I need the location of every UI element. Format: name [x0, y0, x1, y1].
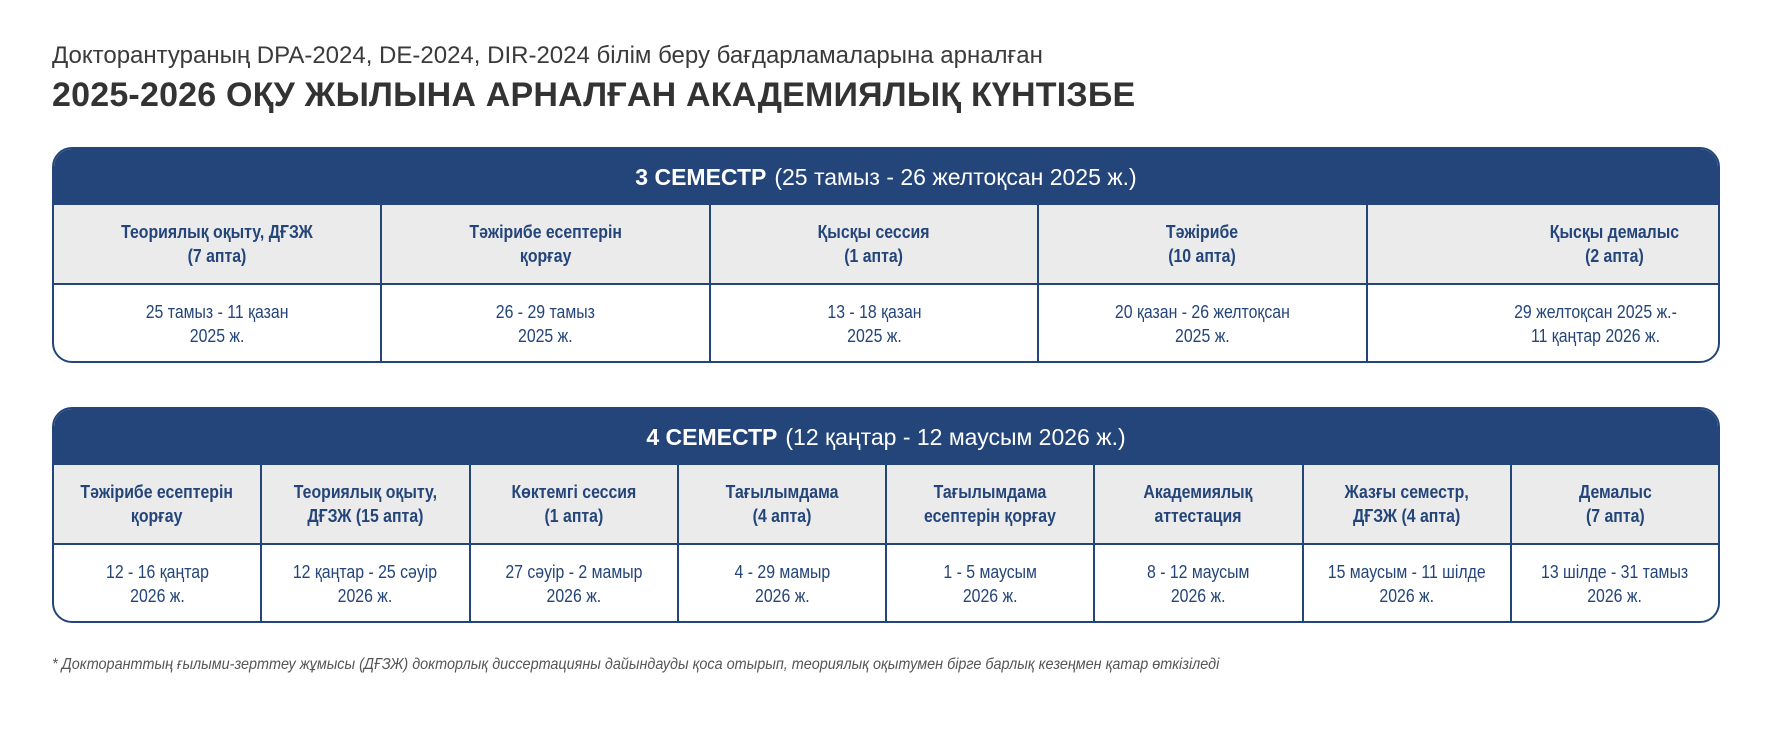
footnote: * Докторанттың ғылыми-зерттеу жұмысы (ДҒЗЖ) докторлық диссертацияны дайындауды қоса отырып, теориялық оқытумен бірге барлық кезеңмен қатар өткізіледі	[52, 656, 1220, 673]
s3-col-title: Тәжірибе (10 апта)	[1166, 222, 1239, 266]
semester-4-period: (12 қаңтар - 12 маусым 2026 ж.)	[785, 423, 1126, 450]
s4-date-text: 12 - 16 қаңтар 2026 ж.	[105, 562, 209, 606]
s3-date-text: 20 қазан - 26 желтоқсан 2025 ж.	[1114, 302, 1290, 346]
s3-col-title: Қысқы сессия (1 апта)	[818, 222, 930, 266]
s4-date-cell	[1304, 545, 1512, 623]
semester-3-table	[52, 147, 1720, 363]
s3-col-header	[382, 205, 710, 283]
s4-col-header	[887, 465, 1095, 543]
s3-col-title: Тәжірибе есептерін қорғау	[469, 222, 622, 266]
s3-date-text: 13 - 18 қазан 2025 ж.	[826, 302, 922, 346]
s4-col-header	[1304, 465, 1512, 543]
s4-date-cell	[679, 545, 887, 623]
s3-col-header	[54, 205, 382, 283]
s3-date-text: 26 - 29 тамыз 2025 ж.	[496, 302, 596, 346]
page-subtitle: Докторантураның DPA-2024, DE-2024, DIR-2024 білім беру бағдарламаларына арналған	[52, 42, 1043, 69]
semester-4-table	[52, 407, 1720, 623]
semester-3-dates-row	[54, 285, 1718, 363]
s4-date-text: 1 - 5 маусым 2026 ж.	[943, 562, 1037, 606]
s3-date-cell	[54, 285, 382, 363]
s3-date-cell	[1368, 285, 1718, 363]
s4-date-cell	[262, 545, 470, 623]
semester-3-period: (25 тамыз - 26 желтоқсан 2025 ж.)	[774, 163, 1137, 190]
s4-col-title: Академиялық аттестация	[1143, 482, 1253, 526]
s4-col-header	[679, 465, 887, 543]
s3-date-cell	[382, 285, 710, 363]
semester-4-header	[54, 409, 1718, 465]
s4-col-header	[262, 465, 470, 543]
s4-date-text: 15 маусым - 11 шілде 2026 ж.	[1327, 562, 1486, 606]
semester-4-dates-row	[54, 545, 1718, 623]
s4-col-title: Тәжірибе есептерін қорғау	[80, 482, 234, 526]
s4-date-cell	[471, 545, 679, 623]
s4-col-title: Демалыс (7 апта)	[1578, 482, 1652, 526]
s4-col-title: Тағылымдама (4 апта)	[725, 482, 839, 526]
s3-date-text: 25 тамыз - 11 қазан 2025 ж.	[145, 302, 289, 346]
s4-col-title: Теориялық оқыту, ДҒЗЖ (15 апта)	[293, 482, 437, 526]
s3-date-cell	[711, 285, 1039, 363]
s4-date-cell	[887, 545, 1095, 623]
semester-3-label: 3 СЕМЕСТР	[635, 163, 767, 190]
s4-date-cell	[54, 545, 262, 623]
page-title: 2025-2026 ОҚУ ЖЫЛЫНА АРНАЛҒАН АКАДЕМИЯЛЫҚ КҮНТІЗБЕ	[52, 76, 1136, 114]
semester-4-header-row	[54, 465, 1718, 545]
s3-col-header	[711, 205, 1039, 283]
s4-date-text: 27 сәуір - 2 мамыр 2026 ж.	[505, 562, 643, 606]
s4-col-header	[1512, 465, 1718, 543]
semester-3-header-row	[54, 205, 1718, 285]
s3-col-header	[1368, 205, 1718, 283]
s4-col-title: Көктемгі сессия (1 апта)	[511, 482, 637, 526]
s4-col-title: Тағылымдама есептерін қорғау	[924, 482, 1057, 526]
s4-col-header	[1095, 465, 1303, 543]
s3-col-title: Қысқы демалыс (2 апта)	[1549, 222, 1680, 266]
s4-date-text: 8 - 12 маусым 2026 ж.	[1147, 562, 1250, 606]
s3-date-text: 29 желтоқсан 2025 ж.- 11 қаңтар 2026 ж.	[1514, 302, 1677, 346]
s4-col-title: Жазғы семестр, ДҒЗЖ (4 апта)	[1344, 482, 1469, 526]
semester-3-header	[54, 149, 1718, 205]
s3-col-title: Теориялық оқыту, ДҒЗЖ (7 апта)	[121, 222, 314, 266]
s3-date-cell	[1039, 285, 1367, 363]
s4-date-cell	[1512, 545, 1718, 623]
semester-4-label: 4 СЕМЕСТР	[646, 423, 778, 450]
s4-date-text: 13 шілде - 31 тамыз 2026 ж.	[1541, 562, 1689, 606]
s4-date-text: 4 - 29 мамыр 2026 ж.	[734, 562, 830, 606]
s4-date-text: 12 қаңтар - 25 сәуір 2026 ж.	[293, 562, 438, 606]
s4-col-header	[54, 465, 262, 543]
s4-col-header	[471, 465, 679, 543]
s4-date-cell	[1095, 545, 1303, 623]
s3-col-header	[1039, 205, 1367, 283]
